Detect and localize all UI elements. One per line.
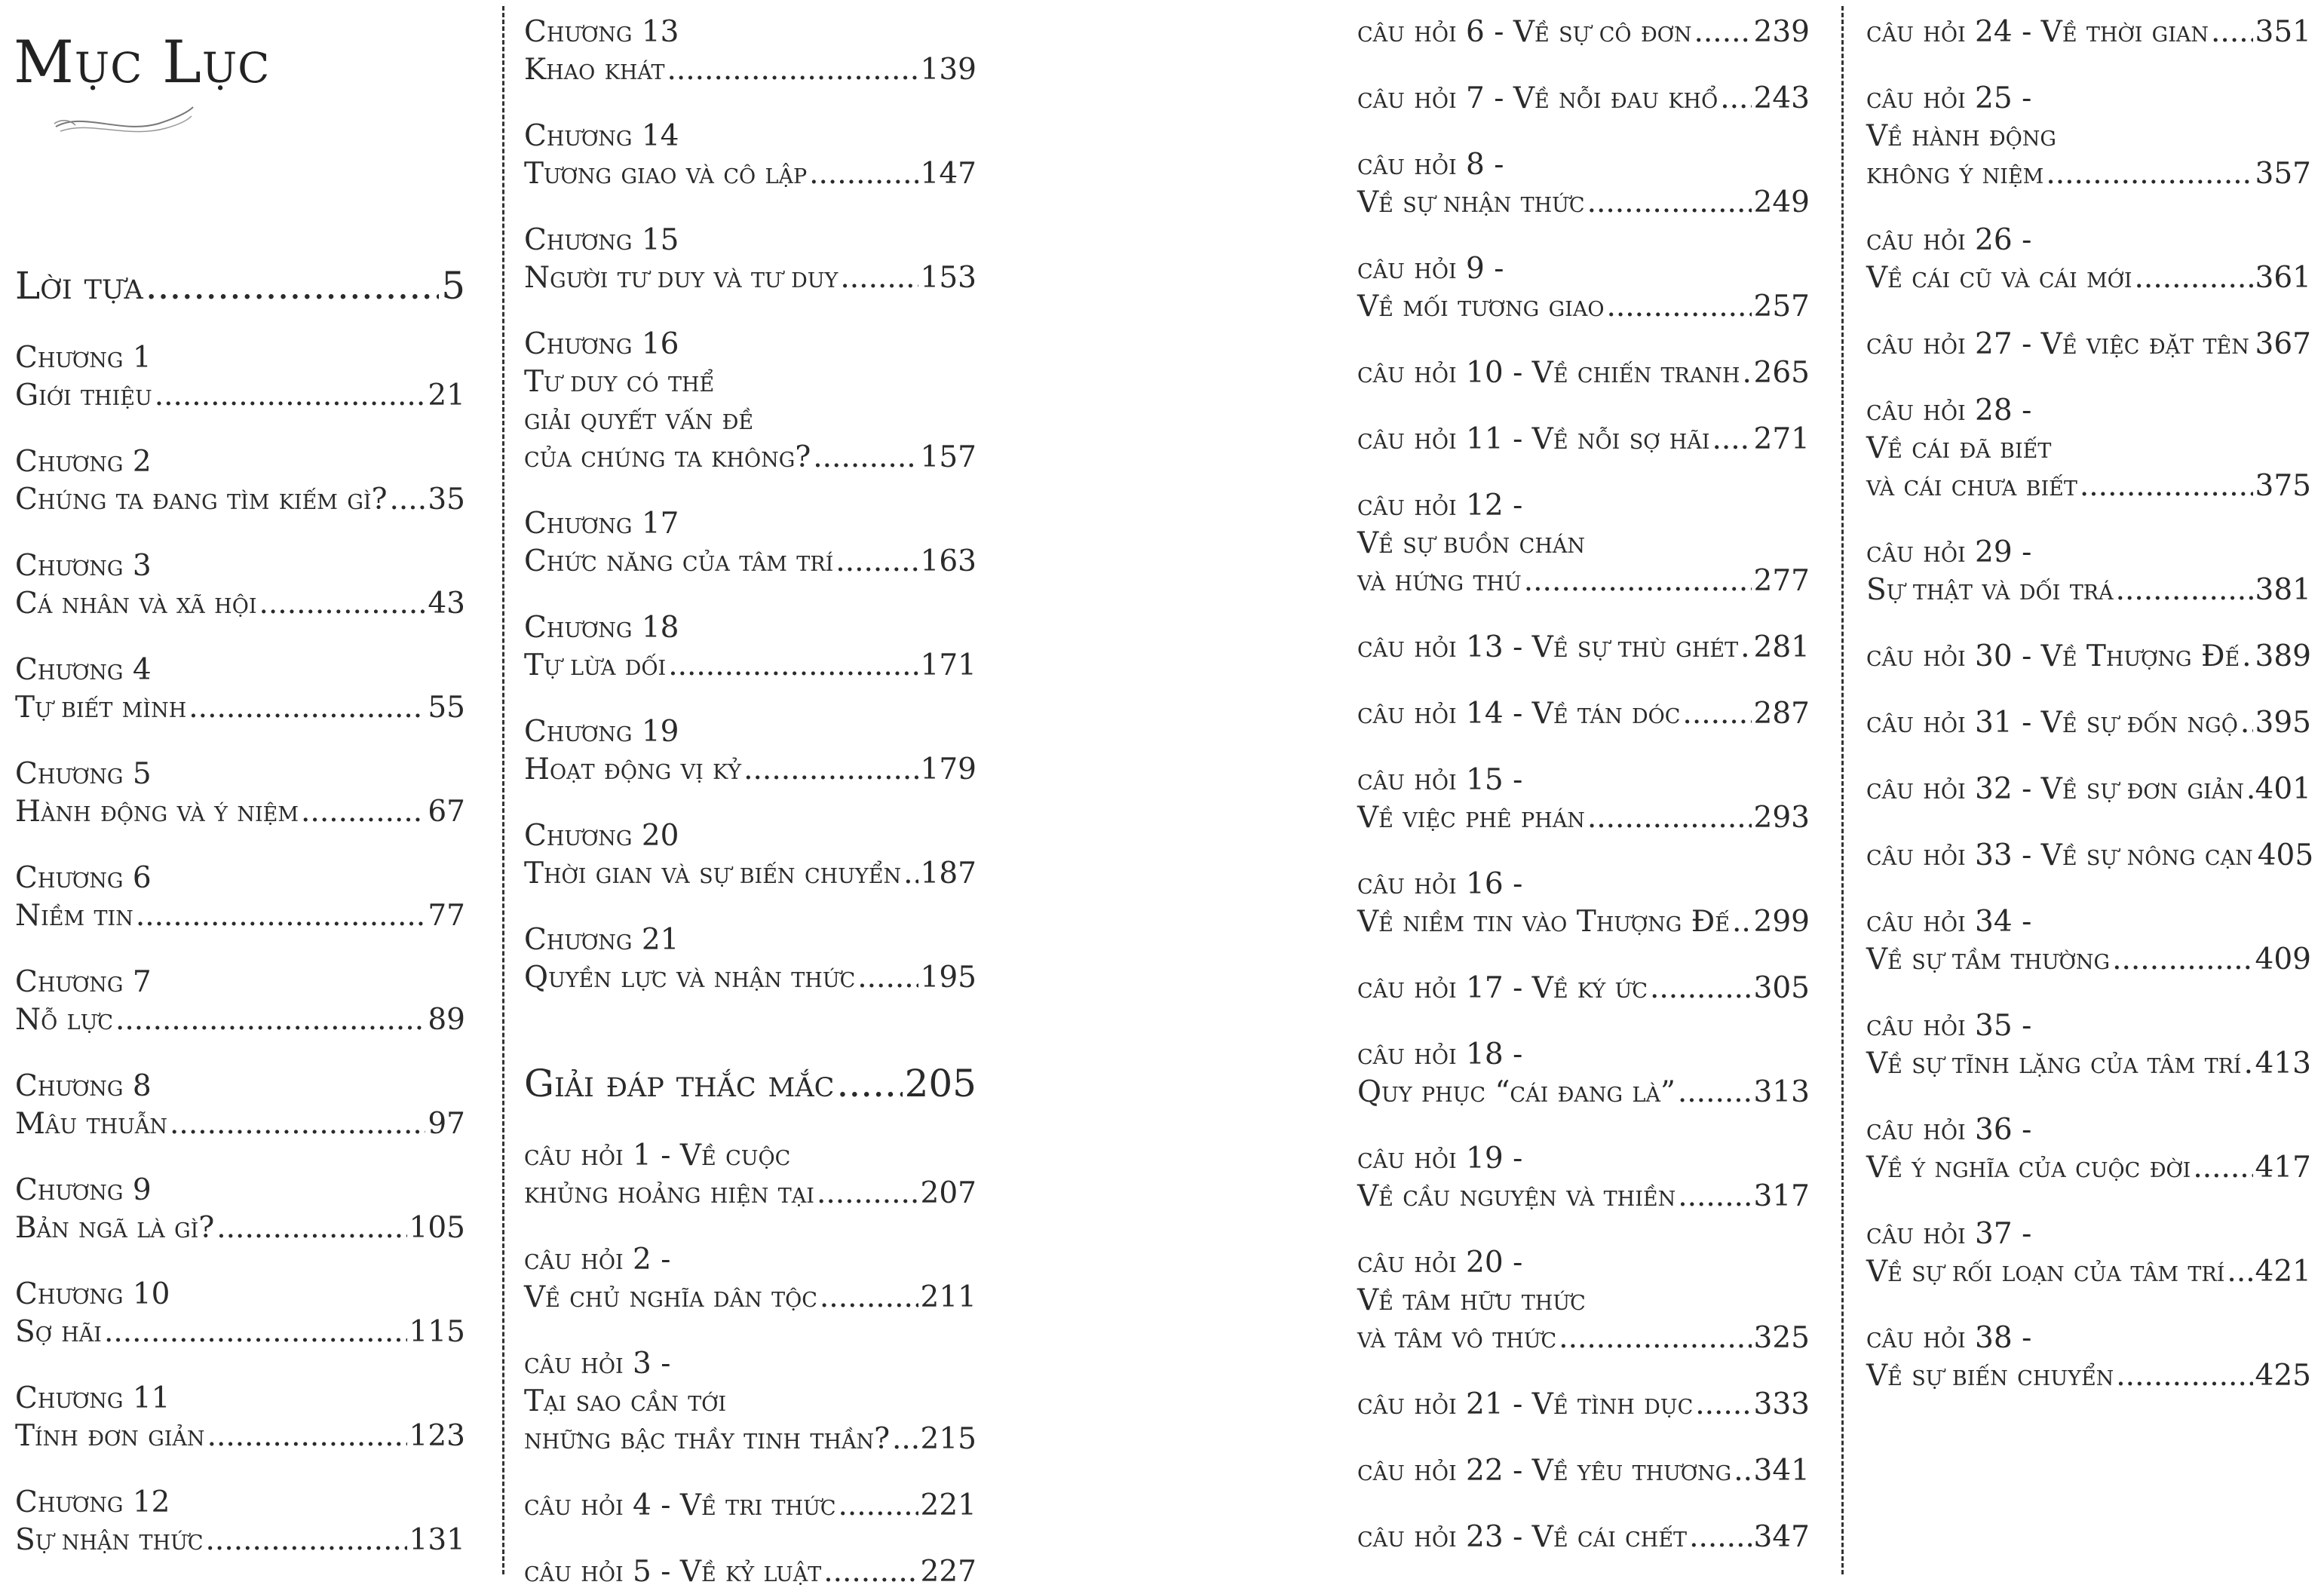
page-number: 67 [428, 795, 465, 829]
toc-entry[interactable] [1357, 1140, 1810, 1215]
toc-entry[interactable] [1866, 771, 2311, 808]
entry-title: Tự lừa dối [524, 648, 667, 682]
entry-title: Về cầu nguyện và thiền [1357, 1179, 1676, 1213]
page-number: 325 [1753, 1321, 1810, 1355]
entry-heading: câu hỏi 16 - [1357, 867, 1523, 901]
entry-title: câu hỏi 10 - Về chiến tranh [1357, 356, 1740, 390]
dot-leader [1587, 799, 1752, 837]
page-number: 357 [2255, 157, 2311, 191]
entry-title: Giới thiệu [15, 379, 152, 412]
entry-title: Nỗ lực [15, 1003, 114, 1037]
entry-heading: Chương 19 [524, 715, 679, 749]
entry-heading: Chương 3 [15, 549, 152, 583]
entry-heading: câu hỏi 19 - [1357, 1142, 1523, 1176]
toc-entry[interactable] [524, 1487, 977, 1525]
toc-entry[interactable] [1357, 487, 1810, 600]
toc-entry[interactable] [1357, 1036, 1810, 1111]
toc-entry[interactable] [1357, 762, 1810, 837]
entry-heading: câu hỏi 15 - [1357, 763, 1523, 797]
toc-entry[interactable] [1357, 629, 1810, 667]
toc-entry[interactable] [1866, 903, 2311, 979]
dot-leader [2112, 941, 2252, 979]
entry-title: Người tư duy và tư duy [524, 261, 839, 295]
toc-entry[interactable] [524, 118, 977, 193]
entry-heading: câu hỏi 18 - [1357, 1038, 1523, 1071]
dot-leader [115, 1001, 425, 1039]
entry-title: Về chủ nghĩa dân tộc [524, 1280, 817, 1314]
dot-leader [823, 1553, 918, 1591]
toc-entry[interactable] [1866, 1215, 2311, 1291]
entry-title: Về sự tĩnh lặng của tâm trí [1866, 1047, 2242, 1081]
dot-leader [857, 959, 918, 997]
dot-leader [104, 1314, 407, 1351]
entry-title: Về niềm tin vào Thượng Đế [1357, 905, 1730, 939]
page-number: 401 [2255, 772, 2311, 806]
entry-title: Sự nhận thức [15, 1523, 204, 1557]
dot-leader [836, 1063, 902, 1104]
page-number: 243 [1753, 81, 1810, 115]
entry-title-line: Tại sao cần tới [524, 1384, 727, 1418]
entry-title: Chúng ta đang tìm kiếm gì? [15, 483, 388, 517]
page-number: 147 [920, 157, 977, 191]
dot-leader [1587, 184, 1752, 222]
dot-leader [743, 751, 918, 789]
entry-title: và cái chưa biết [1866, 469, 2077, 503]
dot-leader [1689, 1519, 1751, 1556]
page-number: 21 [428, 379, 465, 412]
entry-title: Tính đơn giản [15, 1419, 205, 1453]
entry-heading: Chương 7 [15, 965, 152, 999]
toc-entry[interactable] [1866, 837, 2314, 875]
dot-leader [809, 155, 918, 193]
page-number: 77 [428, 899, 465, 933]
dot-leader [1678, 1074, 1752, 1111]
toc-entry[interactable] [15, 1484, 465, 1559]
entry-heading: Chương 1 [15, 341, 152, 375]
entry-title-line: Tư duy có thể [524, 365, 715, 399]
dot-leader [2244, 1045, 2253, 1083]
entry-title: Về sự biến chuyển [1866, 1359, 2114, 1393]
page-number: 381 [2255, 573, 2311, 607]
entry-title-line: giải quyết vấn đề [524, 403, 754, 437]
dot-leader [390, 481, 426, 519]
entry-title-line: Về sự buồn chán [1357, 526, 1586, 560]
page-number: 413 [2255, 1047, 2311, 1081]
toc-entry[interactable] [15, 651, 465, 727]
dot-leader [668, 647, 918, 685]
entry-heading: câu hỏi 35 - [1866, 1009, 2032, 1043]
flourish-ornament [53, 104, 196, 140]
dot-leader [1740, 629, 1751, 667]
entry-title: câu hỏi 31 - Về sự đốn ngộ [1866, 706, 2238, 740]
dot-leader [835, 543, 918, 581]
entry-heading: câu hỏi 20 - [1357, 1246, 1523, 1280]
page-number: 361 [2255, 261, 2311, 295]
toc-entry[interactable] [15, 860, 465, 935]
dot-leader [146, 265, 439, 306]
page-number: 287 [1753, 697, 1810, 731]
page-number: 281 [1753, 630, 1810, 664]
toc-entry[interactable] [1866, 392, 2311, 505]
entry-title-line: Về hành động [1866, 119, 2057, 153]
dot-leader [903, 855, 918, 893]
toc-entry[interactable] [15, 1068, 465, 1143]
entry-title: những bậc thầy tinh thần? [524, 1422, 891, 1456]
page-number: 139 [920, 53, 977, 87]
entry-title: Cá nhân và xã hội [15, 587, 257, 621]
page-number: 375 [2255, 469, 2311, 503]
entry-title: Về cái cũ và cái mới [1866, 261, 2132, 295]
page-number: 389 [2255, 639, 2311, 673]
entry-title: Quy phục “cái đang là” [1357, 1075, 1676, 1109]
dot-leader [2246, 771, 2253, 808]
page-number: 211 [920, 1280, 977, 1314]
entry-title: câu hỏi 17 - Về ký ức [1357, 971, 1648, 1005]
toc-entry[interactable] [15, 547, 465, 623]
toc-entry[interactable] [524, 1063, 977, 1104]
entry-title: của chúng ta không? [524, 440, 811, 474]
entry-title: Niềm tin [15, 899, 133, 933]
entry-heading: Chương 12 [15, 1485, 170, 1519]
dot-leader [2046, 155, 2252, 193]
entry-title: câu hỏi 13 - Về sự thù ghét [1357, 630, 1739, 664]
entry-title: Chức năng của tâm trí [524, 544, 834, 578]
entry-heading: Chương 16 [524, 327, 679, 361]
page-number: 215 [920, 1422, 977, 1456]
entry-title: Hoạt động vị kỷ [524, 753, 742, 786]
page-number: 43 [428, 587, 465, 621]
dot-leader [1606, 288, 1751, 326]
entry-title: Sự thật và dối trá [1866, 573, 2114, 607]
toc-entry[interactable] [15, 443, 465, 519]
entry-title: câu hỏi 14 - Về tán dóc [1357, 697, 1681, 731]
toc-entry[interactable] [1357, 695, 1810, 733]
dot-leader [2116, 1357, 2252, 1395]
entry-heading: câu hỏi 37 - [1866, 1217, 2032, 1251]
entry-title: Về sự rối loạn của tâm trí [1866, 1255, 2225, 1289]
entry-title: Hành động và ý niệm [15, 795, 299, 829]
dot-leader [1678, 1178, 1751, 1215]
entry-title: Quyền lực và nhận thức [524, 961, 856, 995]
entry-title: Về mối tương giao [1357, 290, 1605, 323]
entry-title: và tâm vô thức [1357, 1321, 1557, 1355]
toc-entry[interactable] [1866, 222, 2311, 297]
entry-title: câu hỏi 27 - Về việc đặt tên [1866, 327, 2249, 361]
page-number: 187 [920, 857, 977, 891]
toc-entry[interactable] [15, 265, 465, 306]
column-divider [502, 6, 504, 1574]
dot-leader [2242, 638, 2252, 676]
page-number: 405 [2257, 838, 2314, 872]
dot-leader [1682, 695, 1751, 733]
entry-heading: câu hỏi 29 - [1866, 535, 2032, 569]
entry-heading: Chương 9 [15, 1173, 152, 1207]
toc-entry[interactable] [1357, 421, 1810, 458]
toc-entry[interactable] [1866, 638, 2311, 676]
entry-title: Bản ngã là gì? [15, 1211, 215, 1245]
entry-heading: Chương 14 [524, 119, 679, 153]
toc-entry[interactable] [15, 1276, 465, 1351]
toc-entry[interactable] [1866, 1111, 2311, 1187]
page-number: 55 [428, 691, 465, 725]
entry-heading: Chương 8 [15, 1069, 152, 1103]
entry-heading: Chương 17 [524, 507, 679, 541]
dot-leader [206, 1522, 407, 1559]
dot-leader [820, 1279, 918, 1317]
entry-heading: câu hỏi 9 - [1357, 252, 1504, 286]
toc-entry[interactable] [524, 1553, 977, 1591]
entry-title: không ý niệm [1866, 157, 2044, 191]
dot-leader [2193, 1149, 2252, 1187]
page-number: 367 [2255, 327, 2311, 361]
entry-heading: Chương 2 [15, 445, 152, 479]
dot-leader [1732, 903, 1752, 941]
toc-entry[interactable] [1866, 1320, 2311, 1395]
page-number: 157 [920, 440, 977, 474]
toc-entry[interactable] [1357, 970, 1810, 1007]
page-number: 179 [920, 753, 977, 786]
page-number: 351 [2255, 15, 2311, 49]
dot-leader [2116, 572, 2253, 609]
page-number: 205 [904, 1062, 977, 1105]
page-number: 421 [2255, 1255, 2311, 1289]
entry-title: Thời gian và sự biến chuyển [524, 857, 902, 891]
entry-heading: Chương 18 [524, 611, 679, 645]
page-number: 299 [1753, 905, 1810, 939]
toc-entry[interactable] [524, 609, 977, 685]
toc-entry[interactable] [1357, 146, 1810, 222]
toc-entry[interactable] [1357, 14, 1810, 51]
toc-entry[interactable] [524, 1241, 977, 1317]
page-number: 153 [920, 261, 977, 295]
entry-heading: Chương 11 [15, 1381, 170, 1415]
entry-title: Lời tựa [15, 264, 143, 308]
entry-title: câu hỏi 30 - Về Thượng Đế [1866, 639, 2240, 673]
dot-leader [667, 51, 918, 89]
entry-heading: câu hỏi 26 - [1866, 223, 2032, 257]
page-number: 5 [441, 264, 465, 308]
toc-entry[interactable] [15, 339, 465, 415]
page-number: 195 [920, 961, 977, 995]
toc-entry[interactable] [524, 505, 977, 581]
entry-title: Về việc phê phán [1357, 801, 1585, 835]
dot-leader [1559, 1320, 1751, 1357]
entry-heading: Chương 6 [15, 861, 152, 895]
entry-title: Mâu thuẫn [15, 1107, 168, 1141]
dot-leader [840, 259, 918, 297]
entry-title: Khao khát [524, 53, 665, 87]
entry-heading: câu hỏi 1 - Về cuộc [524, 1139, 791, 1173]
toc-entry[interactable] [15, 1172, 465, 1247]
dot-leader [207, 1418, 407, 1455]
entry-title: câu hỏi 22 - Về yêu thương [1357, 1454, 1732, 1488]
page-number: 265 [1753, 356, 1810, 390]
toc-entry[interactable] [524, 1137, 977, 1212]
dot-leader [1720, 80, 1751, 118]
page-number: 239 [1753, 15, 1810, 49]
dot-leader [2135, 259, 2253, 297]
entry-title: câu hỏi 21 - Về tình dục [1357, 1387, 1694, 1421]
page-number: 115 [409, 1315, 465, 1349]
toc-entry[interactable] [1866, 80, 2311, 193]
dot-leader [189, 689, 425, 727]
toc-entry[interactable] [15, 756, 465, 831]
page-number: 207 [920, 1176, 977, 1210]
page-number: 347 [1753, 1520, 1810, 1554]
entry-heading: câu hỏi 8 - [1357, 148, 1504, 182]
entry-title-line: Về cái đã biết [1866, 431, 2052, 465]
toc-entry[interactable] [1866, 326, 2311, 363]
entry-heading: câu hỏi 28 - [1866, 394, 2032, 428]
dot-leader [1695, 1386, 1751, 1424]
entry-heading: Chương 20 [524, 819, 679, 853]
entry-heading: Chương 15 [524, 223, 679, 257]
entry-title-line: Về tâm hữu thức [1357, 1283, 1586, 1317]
entry-title: và hứng thú [1357, 564, 1522, 598]
dot-leader [1743, 354, 1752, 392]
entry-heading: Chương 21 [524, 923, 679, 957]
toc-entry[interactable] [524, 921, 977, 997]
page-number: 105 [409, 1211, 465, 1245]
toc-entry[interactable] [524, 326, 977, 477]
page-number: 221 [920, 1488, 977, 1522]
toc-entry[interactable] [1866, 1007, 2311, 1083]
page-number: 123 [409, 1419, 465, 1453]
toc-entry[interactable] [1866, 534, 2311, 609]
page-number: 313 [1753, 1075, 1810, 1109]
toc-entry[interactable] [524, 713, 977, 789]
toc-entry[interactable] [15, 964, 465, 1039]
page-number: 409 [2255, 943, 2311, 976]
page-number: 333 [1753, 1387, 1810, 1421]
toc-entry[interactable] [1357, 866, 1810, 941]
entry-title: câu hỏi 7 - Về nỗi đau khổ [1357, 81, 1718, 115]
dot-leader [1694, 14, 1752, 51]
dot-leader [2240, 704, 2253, 742]
page-number: 97 [428, 1107, 465, 1141]
dot-leader [170, 1105, 425, 1143]
toc-entry[interactable] [1357, 354, 1810, 392]
entry-title: Về sự tầm thường [1866, 943, 2111, 976]
dot-leader [817, 1175, 918, 1212]
page-number: 425 [2255, 1359, 2311, 1393]
toc-entry[interactable] [1866, 704, 2311, 742]
entry-title: câu hỏi 5 - Về kỷ luật [524, 1555, 822, 1589]
dot-leader [136, 897, 426, 935]
entry-heading: Chương 13 [524, 15, 679, 49]
toc-entry[interactable] [1357, 1452, 1810, 1490]
entry-title: Về sự nhận thức [1357, 185, 1585, 219]
page-number: 395 [2255, 706, 2311, 740]
dot-leader [892, 1421, 918, 1458]
toc-entry[interactable] [1357, 250, 1810, 326]
page-number: 257 [1753, 290, 1810, 323]
toc-entry[interactable] [524, 817, 977, 893]
page-title: Mục Lục [14, 29, 271, 97]
page-number: 35 [428, 483, 465, 517]
entry-title: khủng hoảng hiện tại [524, 1176, 814, 1210]
page-number: 227 [920, 1555, 977, 1589]
toc-entry[interactable] [1357, 1244, 1810, 1357]
toc-entry[interactable] [15, 1380, 465, 1455]
dot-leader [2211, 14, 2253, 51]
toc-entry[interactable] [1357, 1386, 1810, 1424]
entry-title: Giải đáp thắc mắc [524, 1062, 835, 1105]
entry-title: Tự biết mình [15, 691, 187, 725]
toc-entry[interactable] [1357, 80, 1810, 118]
page-number: 341 [1753, 1454, 1810, 1488]
dot-leader [2252, 326, 2253, 363]
entry-title: Tương giao và cô lập [524, 157, 808, 191]
column-divider [1841, 6, 1844, 1574]
page-number: 417 [2255, 1151, 2311, 1185]
page-number: 293 [1753, 801, 1810, 835]
toc-entry[interactable] [1866, 14, 2311, 51]
page-number: 171 [920, 648, 977, 682]
dot-leader [813, 439, 918, 477]
entry-title: Sợ hãi [15, 1315, 102, 1349]
entry-title: câu hỏi 32 - Về sự đơn giản [1866, 772, 2244, 806]
toc-entry[interactable] [524, 222, 977, 297]
page-number: 305 [1753, 971, 1810, 1005]
entry-heading: câu hỏi 25 - [1866, 81, 2032, 115]
page-number: 277 [1753, 564, 1810, 598]
toc-entry[interactable] [524, 1345, 977, 1458]
entry-heading: câu hỏi 3 - [524, 1347, 671, 1381]
page-number: 271 [1753, 422, 1810, 456]
entry-title: Về ý nghĩa của cuộc đời [1866, 1151, 2191, 1185]
entry-heading: câu hỏi 2 - [524, 1243, 671, 1277]
page-number: 317 [1753, 1179, 1810, 1213]
dot-leader [1524, 563, 1752, 600]
dot-leader [216, 1209, 406, 1247]
entry-title: câu hỏi 24 - Về thời gian [1866, 15, 2209, 49]
dot-leader [838, 1487, 918, 1525]
entry-title: câu hỏi 33 - Về sự nông cạn [1866, 838, 2253, 872]
toc-entry[interactable] [524, 14, 977, 89]
toc-entry[interactable] [1357, 1519, 1810, 1556]
dot-leader [1650, 970, 1752, 1007]
page-number: 89 [428, 1003, 465, 1037]
entry-heading: câu hỏi 34 - [1866, 905, 2032, 939]
dot-leader [2227, 1253, 2252, 1291]
page-number: 249 [1753, 185, 1810, 219]
dot-leader [1712, 421, 1751, 458]
page-number: 131 [409, 1523, 465, 1557]
entry-title: câu hỏi 6 - Về sự cô đơn [1357, 15, 1692, 49]
dot-leader [301, 793, 425, 831]
dot-leader [155, 377, 426, 415]
entry-heading: câu hỏi 38 - [1866, 1321, 2032, 1355]
entry-heading: Chương 5 [15, 757, 152, 791]
page-number: 163 [920, 544, 977, 578]
entry-title: câu hỏi 4 - Về tri thức [524, 1488, 836, 1522]
entry-title: câu hỏi 11 - Về nỗi sợ hãi [1357, 422, 1710, 456]
dot-leader [2080, 467, 2253, 505]
entry-heading: Chương 4 [15, 653, 152, 687]
entry-heading: câu hỏi 12 - [1357, 489, 1523, 523]
entry-title: câu hỏi 23 - Về cái chết [1357, 1520, 1688, 1554]
entry-heading: câu hỏi 36 - [1866, 1113, 2032, 1147]
dot-leader [1734, 1452, 1751, 1490]
dot-leader [259, 585, 426, 623]
entry-heading: Chương 10 [15, 1277, 170, 1311]
